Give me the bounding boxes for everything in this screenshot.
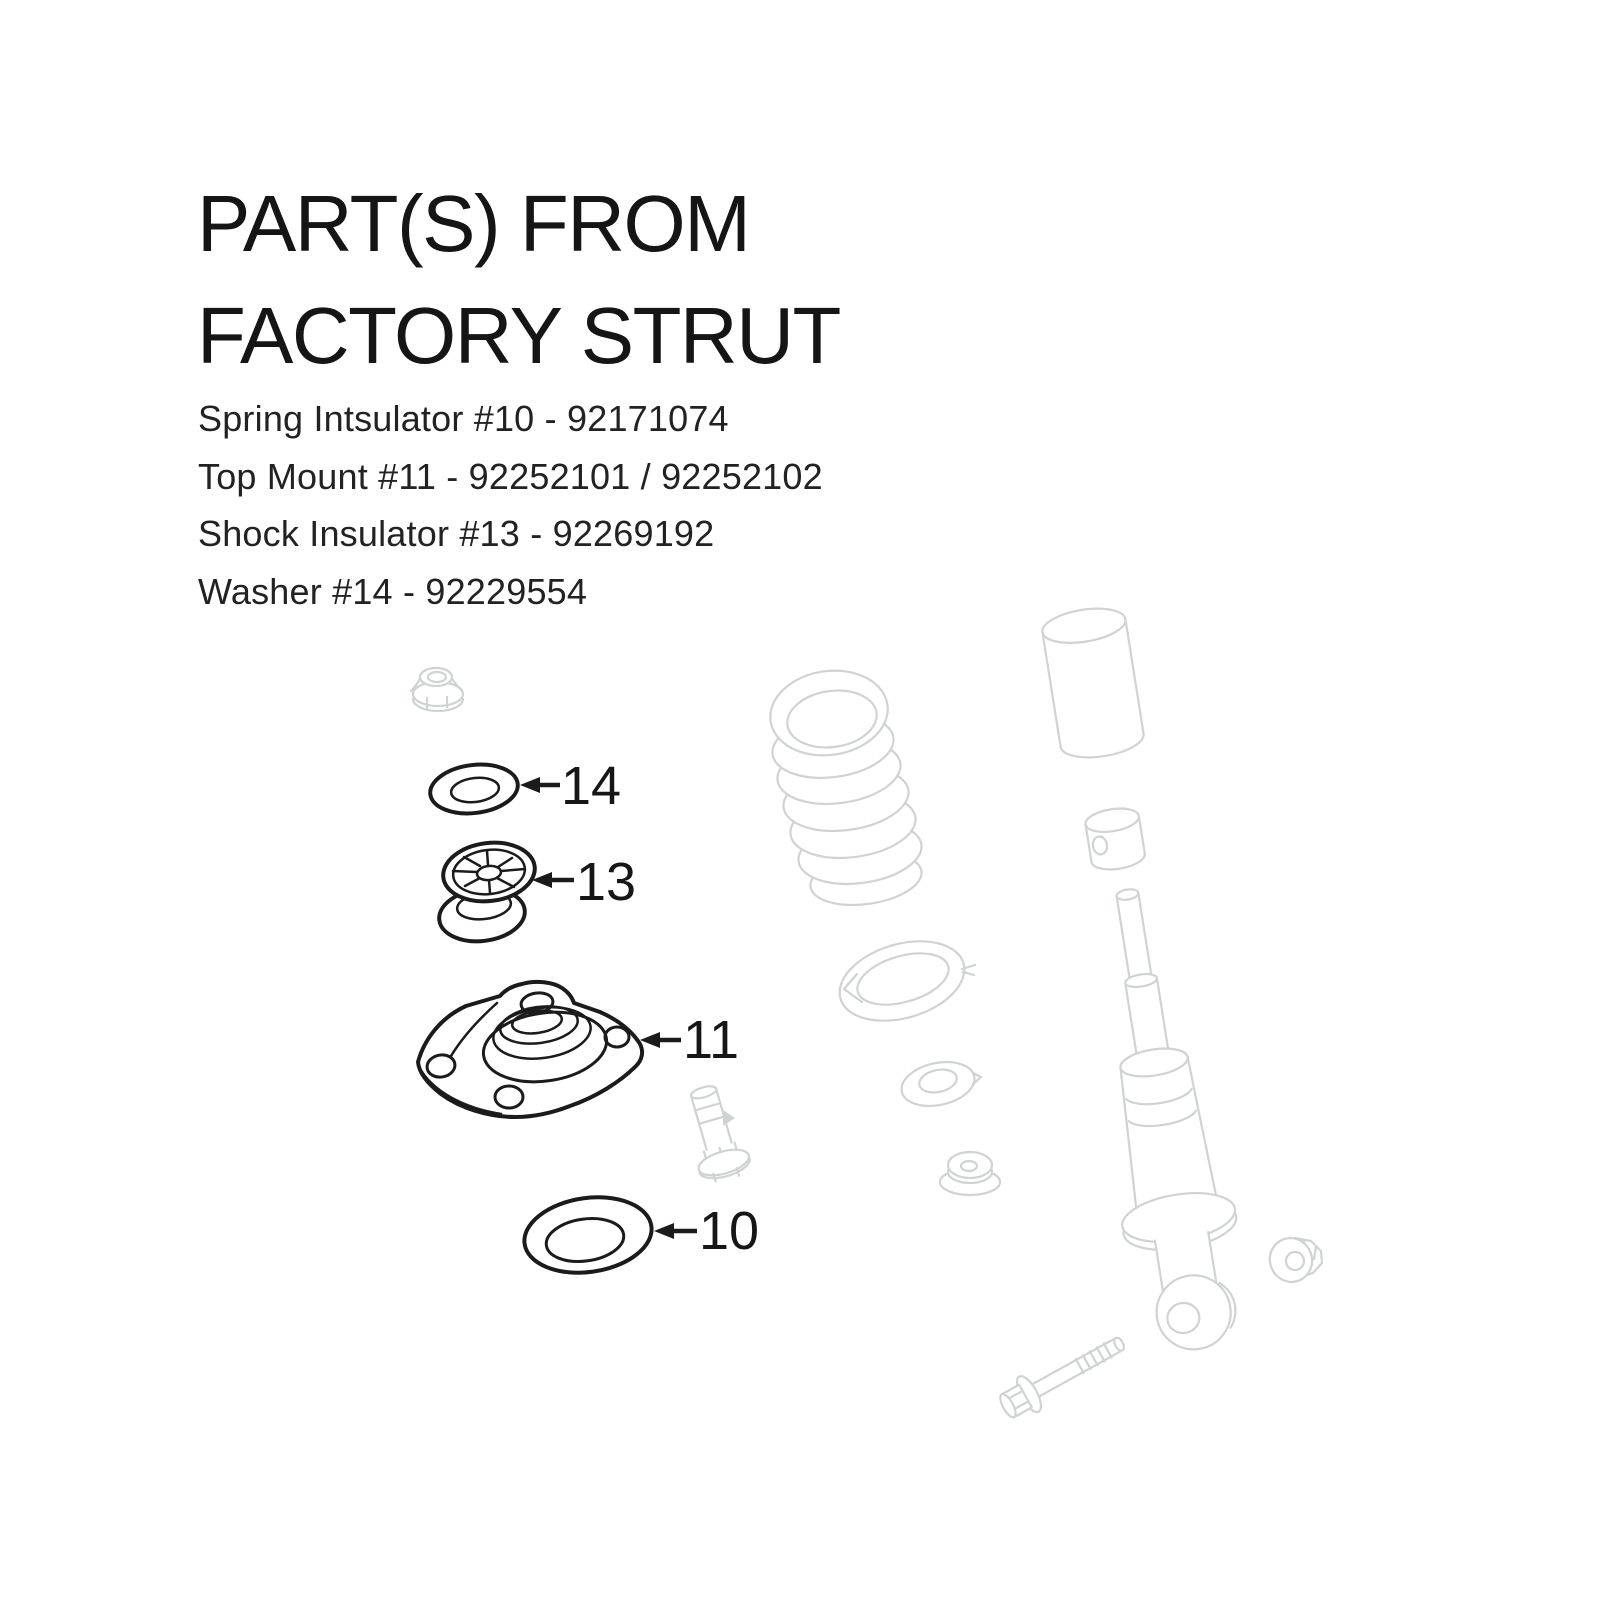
callout-arrow-icon (520, 777, 540, 793)
faded-coil-spring (765, 663, 926, 911)
title-line-1: PART(S) FROM (197, 179, 750, 268)
callout-label-11: 11 (683, 1010, 740, 1070)
parts-list-item-top-mount: Top Mount #11 - 92252101 / 92252102 (198, 455, 823, 497)
callout-arrow-icon (640, 1032, 660, 1048)
parts-list-item-shock-insulator: Shock Insulator #13 - 92269192 (198, 513, 715, 554)
faded-dust-tube (1040, 603, 1146, 762)
callout-label-14: 14 (561, 756, 622, 816)
callout-10 (654, 1201, 759, 1261)
faded-mid-bolt (677, 1080, 753, 1186)
parts-list-item-spring-insulator: Spring Intsulator #10 - 92171074 (198, 398, 729, 439)
part-shock-insulator-13 (436, 838, 538, 946)
faded-small-washer (897, 1056, 981, 1112)
title-line-2: FACTORY STRUT (197, 291, 840, 380)
parts-list-item-washer: Washer #14 - 92229554 (198, 570, 588, 612)
callout-14 (520, 756, 621, 816)
faded-arrow-icon (723, 1110, 735, 1126)
faded-flange-nut-top (411, 668, 463, 711)
callout-11 (640, 1010, 739, 1070)
faded-long-bolt (994, 1325, 1132, 1426)
faded-spring-seat-washer (830, 928, 975, 1034)
part-washer-14 (427, 760, 520, 818)
callout-13 (532, 852, 636, 912)
callout-arrow-icon (654, 1223, 674, 1239)
faded-shock-absorber (1070, 881, 1255, 1358)
faded-flange-nut-right (1264, 1232, 1322, 1288)
callout-label-13: 13 (576, 852, 637, 912)
faded-grommet (940, 1152, 1000, 1195)
part-top-mount-11 (418, 982, 642, 1117)
faded-bump-stop (1084, 805, 1147, 873)
callout-label-10: 10 (699, 1201, 760, 1261)
part-spring-insulator-10 (519, 1189, 656, 1280)
